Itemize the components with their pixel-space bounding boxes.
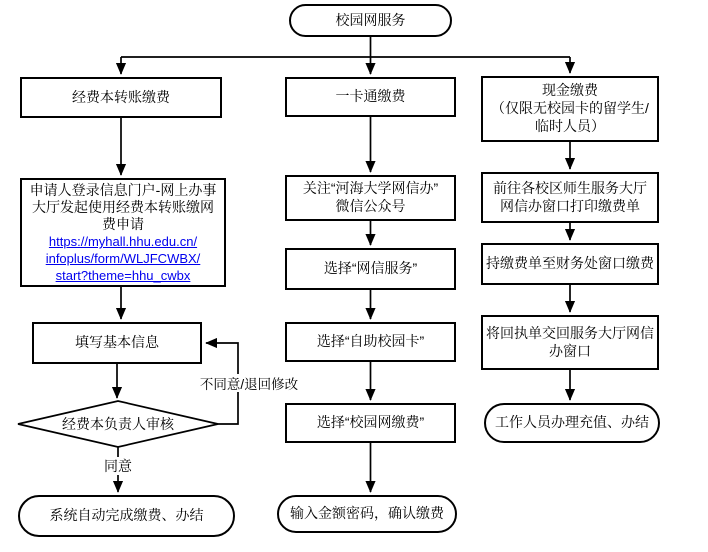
application-text-line: 申请人登录信息门户-网上办事 [29, 182, 217, 198]
branch-header-onecard-payment: 一卡通缴费 [285, 77, 456, 117]
step-follow-wechat-account [285, 175, 456, 221]
step-text-line: 办窗口 [549, 342, 591, 359]
step-return-receipt [481, 315, 659, 370]
application-link-line: https://myhall.hhu.edu.cn/ [48, 234, 198, 249]
decision-funding-book-review: 经费本负责人审核 [62, 416, 174, 432]
step-pay-at-finance-office: 持缴费单至财务处窗口缴费 [481, 243, 659, 285]
header-text-line: 临时人员） [535, 117, 605, 134]
step-text-line: 前往各校区师生服务大厅 [493, 179, 647, 196]
edge-label-reject-return: 不同意/退回修改 [188, 374, 310, 392]
step-text-line: 微信公众号 [335, 198, 406, 214]
application-text-line: 费申请 [102, 216, 144, 232]
header-text-line: （仅限无校园卡的留学生/ [491, 100, 649, 117]
application-link[interactable] [46, 233, 201, 284]
application-link-line: start?theme=hhu_cwbx [55, 268, 191, 283]
end-node-staff-recharge-complete: 工作人员办理充值、办结 [484, 403, 660, 443]
application-text-line: 大厅发起使用经费本转账缴网 [32, 199, 214, 215]
start-node-campus-network-service: 校园网服务 [289, 4, 452, 37]
step-select-selfservice-campus-card: 选择“自助校园卡” [285, 322, 456, 362]
edge-label-agree: 同意 [97, 457, 139, 475]
end-node-auto-payment-complete: 系统自动完成缴费、办结 [18, 495, 235, 537]
application-link-line: infoplus/form/WLJFCWBX/ [45, 251, 201, 266]
step-fill-basic-info: 填写基本信息 [32, 322, 202, 364]
step-text-line: 网信办窗口打印缴费单 [500, 197, 640, 214]
end-node-confirm-payment: 输入金额密码，确认缴费 [277, 495, 457, 533]
step-text-line: 关注“河海大学网信办” [302, 180, 439, 197]
step-select-campus-network-payment: 选择“校园网缴费” [285, 403, 456, 443]
branch-header-transfer-payment: 经费本转账缴费 [20, 77, 222, 118]
header-text-line: 现金缴费 [542, 82, 598, 99]
step-online-application [20, 178, 226, 287]
branch-header-cash-payment [481, 76, 659, 142]
step-select-network-service: 选择“网信服务” [285, 248, 456, 290]
step-text-line: 将回执单交回服务大厅网信 [486, 324, 654, 341]
step-print-payment-slip [481, 172, 659, 223]
